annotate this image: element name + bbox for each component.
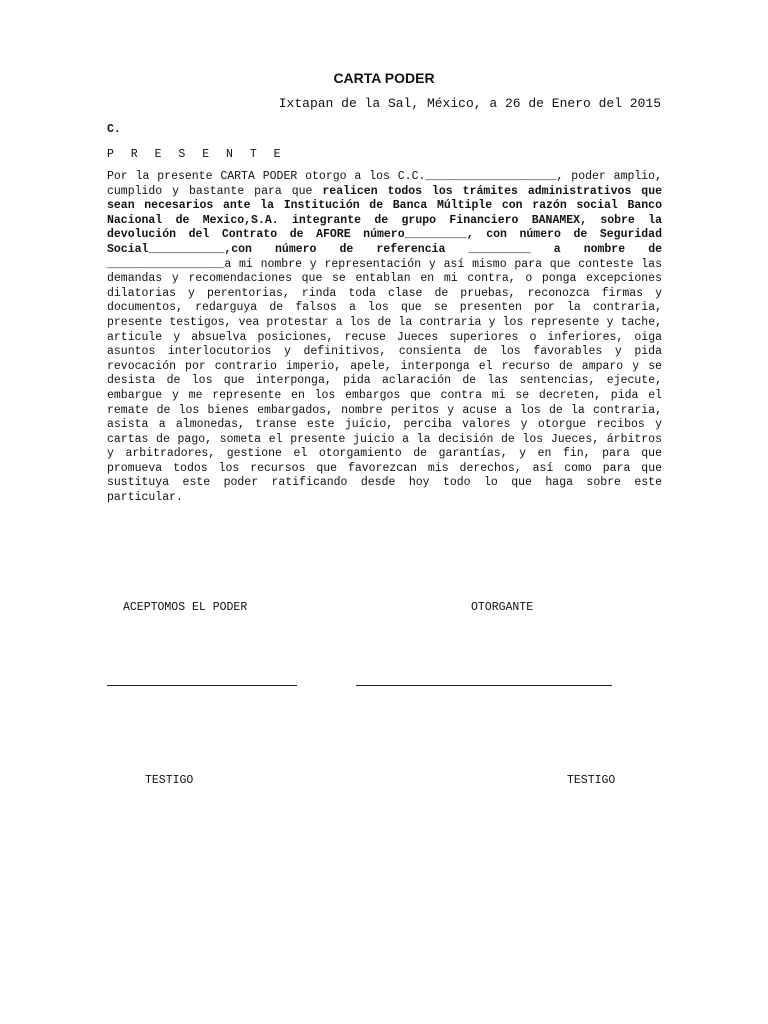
- signature-line-right: [356, 685, 612, 686]
- witness-right-label: TESTIGO: [567, 774, 616, 787]
- accept-label: ACEPTOMOS EL PODER: [123, 601, 248, 614]
- recipient: C.: [107, 123, 121, 136]
- document-body: [107, 170, 662, 506]
- signature-line-left: [107, 685, 297, 686]
- body-main: _________________a mi nombre y representación y así mismo para que conteste las demandas y recomendaciones que se entablan en mi contra, o ponga excepciones dilatorias y perentorias, rinda toda clase de pruebas, reconozca firmas y documentos, redarguya de falsos a los que se presenten por la contraria, presente testigos, vea protestar a los de la contraria y los represente y tache, articule y absuelva posiciones, recuse Jueces superiores o inferiores, oiga asuntos interlocutorios y definitivos, consienta de los favorables y pida revocación por contrario imperio, apele, interponga el recurso de amparo y se desista de los que interponga, pida aclaración de las sentencias, ejecute, embargue y me represente en los embargos que contra mi se decreten, pida el remate de los bienes embargados, nombre peritos y acuse a los de la contraria, asista a almonedas, transe este juicio, perciba valores y otorgue recibos y cartas de pago, someta el presente juicio a la decisión de los Jueces, árbitros y arbitradores, gestione el otorgamiento de garantías, y en fin, para que promueva todos los recursos que favorezcan mis derechos, así como para que sustituya este poder ratificando desde hoy todo lo que haga sobre este particular.: [107, 257, 662, 505]
- document-title: CARTA PODER: [333, 70, 435, 86]
- witness-left-label: TESTIGO: [145, 774, 194, 787]
- body-bold-clause: realicen todos los trámites administrativos que sean necesarios ante la Institución de Banca Múltiple con razón social Banco Nacional de Mexico,S.A. integrante de grupo Financiero BANAMEX, sobre la devolución del Contrato de AFORE número_________, con número de Seguridad Social___________,con número de referencia _________ a nombre de: [107, 184, 662, 256]
- date-line: Ixtapan de la Sal, México, a 26 de Enero del 2015: [278, 96, 661, 111]
- presente-heading: P R E S E N T E: [107, 148, 286, 161]
- grantor-label: OTORGANTE: [471, 601, 534, 614]
- body-intro: Por la presente CARTA PODER otorgo a los C.C.___________________, poder amplio, cumplido y bastante para que: [107, 170, 662, 198]
